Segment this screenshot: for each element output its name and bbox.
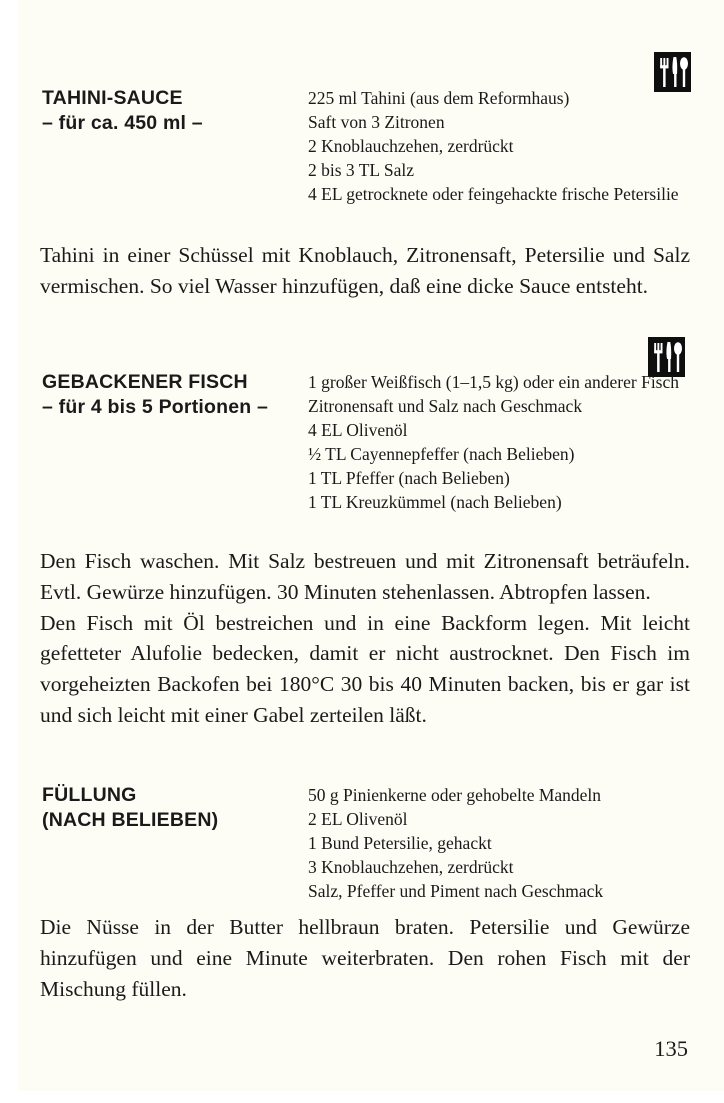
instructions-block (40, 546, 690, 731)
recipe-title: GEBACKENER FISCH (42, 371, 248, 393)
recipe-yield: – für 4 bis 5 Portionen – (42, 396, 269, 418)
ingredient: Saft von 3 Zitronen (308, 112, 445, 132)
recipe-section-gebackener-fisch (42, 370, 698, 514)
recipe-yield: – für ca. 450 ml – (42, 112, 203, 134)
recipe-header (42, 370, 308, 420)
ingredient: 4 EL Olivenöl (308, 420, 408, 440)
instructions-paragraph: Den Fisch waschen. Mit Salz bestreuen und mit Zitronensaft beträufeln. Evtl. Gewürze hinzufügen. 30 Minuten stehenlassen. Abtropfen lassen. (40, 549, 690, 604)
recipe-title: FÜLLUNG (42, 784, 137, 806)
instructions-paragraph: Den Fisch mit Öl bestreichen und in eine Backform legen. Mit leicht gefetteter Alufolie bedecken, damit er nicht austrocknet. Den Fisch im vorgeheizten Backofen bei 180°C 30 bis 40 Minuten backen, bis er gar ist und sich leicht mit einer Gabel zerteilen läßt. (40, 610, 690, 727)
ingredient: 2 EL Olivenöl (308, 809, 408, 829)
ingredient: 3 Knoblauchzehen, zerdrückt (308, 857, 514, 877)
recipe-title: TAHINI-SAUCE (42, 87, 183, 109)
recipe-header (42, 86, 308, 136)
ingredient-list (308, 370, 698, 514)
ingredient: ½ TL Cayennepfeffer (nach Belieben) (308, 444, 575, 464)
ingredient: 225 ml Tahini (aus dem Reformhaus) (308, 88, 570, 108)
ingredient: Salz, Pfeffer und Piment nach Geschmack (308, 881, 604, 901)
ingredient: 1 Bund Petersilie, gehackt (308, 833, 492, 853)
instructions-paragraph: Tahini in einer Schüssel mit Knoblauch, Zitronensaft, Petersilie und Salz vermischen. So viel Wasser hinzufügen, daß eine dicke Sauce entsteht. (40, 243, 690, 298)
ingredient-list (308, 783, 698, 903)
ingredient: Zitronensaft und Salz nach Geschmack (308, 396, 583, 416)
ingredient-list (308, 86, 698, 206)
ingredient: 2 bis 3 TL Salz (308, 160, 414, 180)
recipe-section-fuellung (42, 783, 698, 903)
ingredient: 1 TL Pfeffer (nach Belieben) (308, 468, 510, 488)
recipe-header (42, 783, 308, 833)
page-number: 135 (654, 1036, 688, 1061)
ingredient: 2 Knoblauchzehen, zerdrückt (308, 136, 514, 156)
recipe-yield: (NACH BELIEBEN) (42, 809, 219, 831)
ingredient: 4 EL getrocknete oder feingehackte frische Petersilie (308, 184, 679, 204)
instructions-paragraph: Die Nüsse in der Butter hellbraun braten. Petersilie und Gewürze hinzufügen und eine Minute weiterbraten. Den rohen Fisch mit der Mischung füllen. (40, 915, 690, 1001)
ingredient: 1 großer Weißfisch (1–1,5 kg) oder ein anderer Fisch (308, 372, 680, 392)
recipe-section-tahini-sauce (42, 86, 698, 206)
ingredient: 1 TL Kreuzkümmel (nach Belieben) (308, 492, 562, 512)
ingredient: 50 g Pinienkerne oder gehobelte Mandeln (308, 785, 602, 805)
